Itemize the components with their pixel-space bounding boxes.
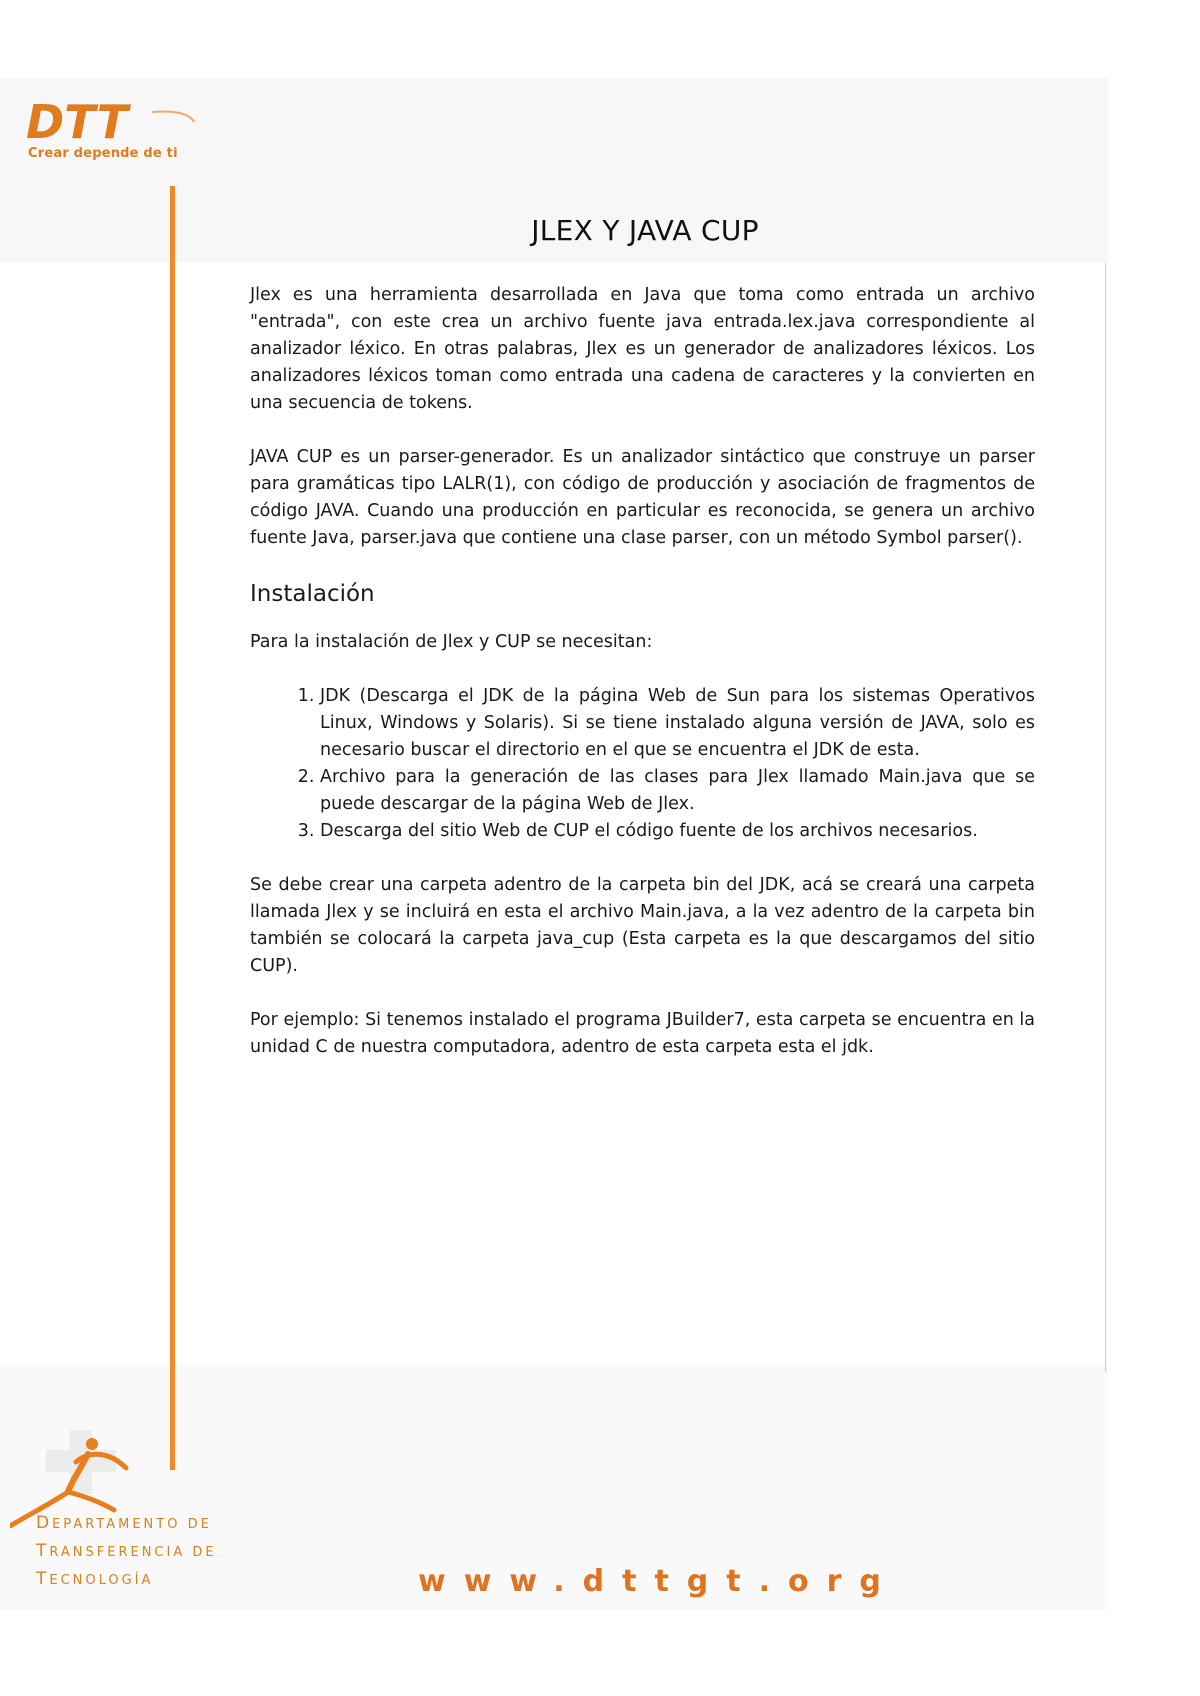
dtt-logo	[26, 100, 196, 172]
paragraph-javacup: JAVA CUP es un parser-generador. Es un analizador sintáctico que construye un parser para gramáticas tipo LALR(1), con código de producción y asociación de fragmentos de código JAVA. Cuando una producción en particular es reconocida, se genera un archivo fuente Java, parser.java que contiene una clase parser, con un método Symbol parser().	[250, 447, 1035, 548]
accent-vertical-bar	[170, 186, 175, 1470]
department-name	[36, 1510, 217, 1594]
right-margin-rule	[1105, 262, 1106, 1372]
section-heading-installation: Instalación	[250, 581, 375, 607]
department-line-2: TRANSFERENCIA DE	[36, 1541, 217, 1561]
list-item: 1. JDK (Descarga el JDK de la página Web de Sun para los sistemas Operativos Linux, Windows y Solaris). Si se tiene instalado alguna versión de JAVA, solo es necesario buscar el directorio en el que se encuentra el JDK de esta.	[320, 683, 1035, 764]
page-title: JLEX Y JAVA CUP	[531, 214, 759, 247]
logo-swoosh	[152, 111, 194, 122]
department-line-1: DEPARTAMENTO DE	[36, 1513, 212, 1533]
list-item: 3. Descarga del sitio Web de CUP el código fuente de los archivos necesarios.	[320, 818, 1035, 845]
website-url: www.dttgt.org	[418, 1564, 899, 1599]
logo-tagline: Crear depende de ti	[28, 146, 178, 161]
figure-front-leg	[68, 1492, 114, 1510]
figure-head	[86, 1438, 98, 1450]
paragraph-jlex: Jlex es una herramienta desarrollada en Java que toma como entrada un archivo "entrada", con este crea un archivo fuente java entrada.lex.java correspondiente al analizador léxico. En otras palabras, Jlex es un generador de analizadores léxicos. Los analizadores léxicos toman como entrada una cadena de caracteres y la convierten en una secuencia de tokens.	[250, 285, 1035, 413]
paragraph-install-intro: Para la instalación de Jlex y CUP se necesitan:	[250, 632, 653, 652]
dtt-logo-text: DTT	[26, 100, 128, 146]
list-item: 2. Archivo para la generación de las clases para Jlex llamado Main.java que se puede descargar de la página Web de Jlex.	[320, 764, 1035, 818]
paragraph-example: Por ejemplo: Si tenemos instalado el programa JBuilder7, esta carpeta se encuentra en la unidad C de nuestra computadora, adentro de esta carpeta esta el jdk.	[250, 1010, 1035, 1057]
department-line-3: TECNOLOGÍA	[36, 1569, 154, 1589]
document-body	[250, 282, 1035, 1088]
dtt-logo-mark	[26, 100, 196, 146]
paragraph-folder-setup: Se debe crear una carpeta adentro de la carpeta bin del JDK, acá se creará una carpeta llamada Jlex y se incluirá en esta el archivo Main.java, a la vez adentro de la carpeta bin también se colocará la carpeta java_cup (Esta carpeta es la que descargamos del sitio CUP).	[250, 875, 1035, 976]
install-steps-list	[250, 683, 1035, 845]
